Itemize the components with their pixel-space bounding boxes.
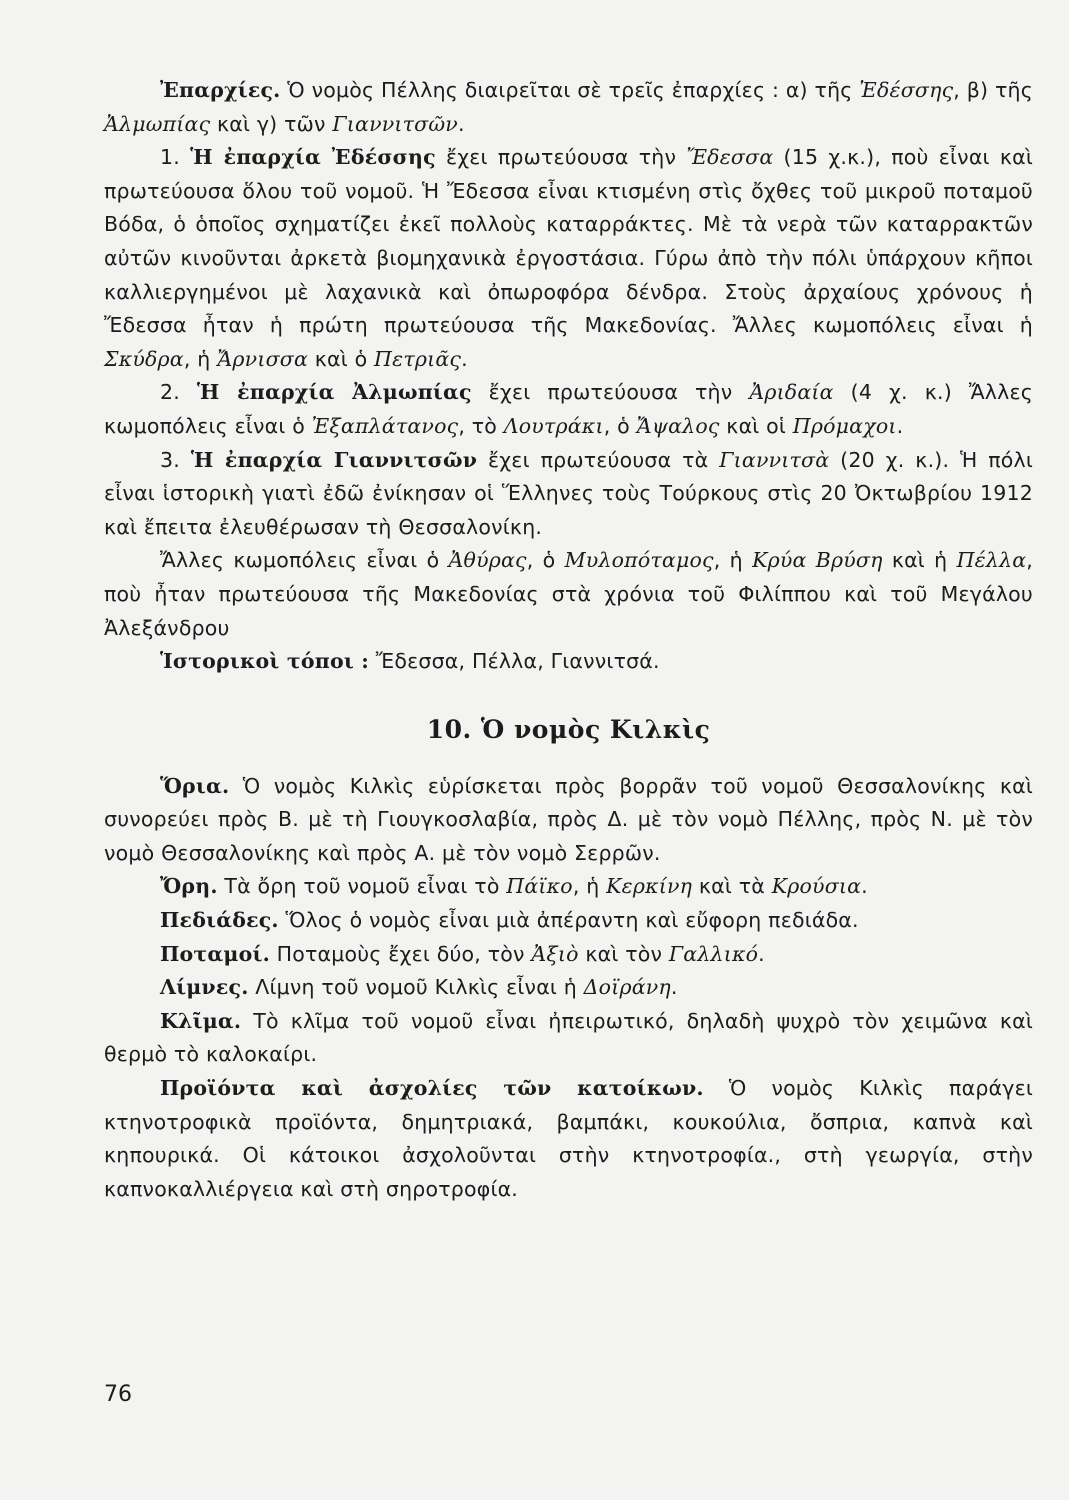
text: καὶ οἱ [719,413,793,438]
text: ἔχει πρωτεύουσα τὴν [471,380,750,405]
paragraph-borders [104,770,1033,871]
item-number: 2. [160,380,197,405]
text: , ἡ [572,874,607,899]
heading-provinces: Ἐπαρχίες. [160,78,281,102]
text: . [461,346,468,371]
heading-mountains: Ὄρη. [160,874,218,899]
text: . [670,975,678,1000]
text: καὶ τὰ [692,874,772,899]
text: . [861,874,868,899]
text: (20 χ. κ.). Ἡ πόλι εἶναι ἱστορικὴ γιατὶ ἐδῶ ἐνίκησαν οἱ Ἕλληνες τοὺς Τούρκους στὶς 20 Ὀκτωβρίου 1912 καὶ ἔπειτα ἐλευθέρωσαν τὴ Θεσσαλονίκη. [104,447,1033,539]
text: καὶ γ) τῶν [210,111,333,136]
text: , ποὺ ἦταν πρωτεύουσα τῆς Μακεδονίας στὰ χρόνια τοῦ Φιλίππου καὶ τοῦ Μεγάλου Ἀλεξάνδρου [104,548,1033,640]
place-name: Δοϊράνη [583,975,671,1000]
place-name: Πετριᾶς [374,346,462,371]
paragraph-plains [104,904,1033,938]
paragraph-rivers [104,938,1033,972]
text: . [758,941,765,966]
place-name: Γιαννιτσῶν [332,111,458,136]
paragraph-almopia [104,376,1033,443]
heading-giannitsa: Ἡ ἐπαρχία Γιαννιτσῶν [190,447,478,472]
heading-plains: Πεδιάδες. [160,908,279,933]
place-name: Ἀθύρας [448,548,527,573]
place-name: Πέλλα [956,548,1027,573]
text: Λίμνη τοῦ νομοῦ Κιλκὶς εἶναι ἡ [248,975,584,1000]
paragraph-historic-places [104,645,1033,679]
place-name: Κρούσια [771,874,862,899]
place-name: Πάϊκο [506,874,573,899]
text: . [896,413,904,438]
paragraph-lakes [104,971,1033,1005]
text: Τὸ κλῖμα τοῦ νομοῦ εἶναι ἠπειρωτικό, δηλαδὴ ψυχρὸ τὸν χειμῶνα καὶ θερμὸ τὸ καλοκαίρι. [104,1008,1033,1067]
heading-products: Προϊόντα καὶ ἀσχολίες τῶν κατοίκων. [160,1076,704,1101]
place-name: Κρύα Βρύση [752,548,883,573]
text: Ὅλος ὁ νομὸς εἶναι μιὰ ἀπέραντη καὶ εὔφορη πεδιάδα. [278,908,859,933]
place-name: Ἔδεσσα [686,145,774,170]
text: , τὸ [458,413,504,438]
section-title: 10. Ὁ νομὸς Κιλκὶς [426,714,711,744]
place-name: Ἐξαπλάτανος [311,413,459,438]
text: . [457,111,465,136]
text: Ὁ νομὸς Κιλκὶς παράγει κτηνοτροφικὰ προϊόντα, δημητριακά, βαμπάκι, κουκούλια, ὄσπρια, καπνὰ καὶ κηπουρικά. Οἱ κάτοικοι ἀσχολοῦνται στὴν κτηνοτροφία., στὴ γεωργία, στὴν καπνοκαλλιέργεια καὶ στὴ σηροτροφία. [104,1076,1033,1201]
text: (15 χ.κ.), ποὺ εἶναι καὶ πρωτεύουσα ὅλου τοῦ νομοῦ. Ἡ Ἔδεσσα εἶναι κτισμένη στὶς ὄχθες τοῦ μικροῦ ποταμοῦ Βόδα, ὁ ὁποῖος σχηματίζει ἐκεῖ πολλοὺς καταρράκτες. Μὲ τὰ νερὰ τῶν καταρρακτῶν αὐτῶν κινοῦνται ἀρκετὰ βιομηχανικὰ ἐργοστάσια. Γύρω ἀπὸ τὴν πόλι ὑπάρχουν κῆποι καλλιεργημένοι μὲ λαχανικὰ καὶ ὀπωροφόρα δένδρα. Στοὺς ἀρχαίους χρόνους ἡ Ἔδεσσα ἦταν ἡ πρώτη πρωτεύουσα τῆς Μακεδονίας. Ἄλλες κωμοπόλεις εἶναι ἡ [104,145,1033,338]
text: Ἄλλες κωμοπόλεις εἶναι ὁ [160,548,449,573]
paragraph-edessa [104,141,1033,376]
heading-lakes: Λίμνες. [160,975,249,1000]
text: Ὁ νομὸς Πέλλης διαιρεῖται σὲ τρεῖς ἐπαρχίες : α) τῆς [280,78,860,102]
page-number: 76 [104,1382,132,1407]
place-name: Ἐδέσσης [859,78,954,102]
text: , ἡ [713,548,753,573]
item-number: 3. [160,447,191,472]
text: Τὰ ὄρη τοῦ νομοῦ εἶναι τὸ [217,874,507,899]
text: Ὁ νομὸς Κιλκὶς εὑρίσκεται πρὸς βορρᾶν τοῦ νομοῦ Θεσσαλονίκης καὶ συνορεύει πρὸς Β. μὲ τὴ Γιουγκοσλαβία, πρὸς Δ. μὲ τὸν νομὸ Πέλλης, πρὸς Ν. μὲ τὸν νομὸ Θεσσαλονίκης καὶ πρὸς Α. μὲ τὸν νομὸ Σερρῶν. [104,773,1033,865]
paragraph-products [104,1072,1033,1206]
paragraph-climate [104,1005,1033,1072]
heading-climate: Κλῖμα. [160,1008,242,1033]
paragraph-giannitsa [104,444,1033,545]
place-name: Ἄψαλος [636,413,720,438]
text: ἔχει πρωτεύουσα τὴν [435,145,687,170]
paragraph-provinces [104,74,1033,141]
place-name: Σκύδρα [104,346,184,371]
text: καὶ ἡ [882,548,957,573]
place-name: Λουτράκι [503,413,604,438]
place-name: Ἀλμωπίας [104,111,211,136]
heading-almopia: Ἡ ἐπαρχία Ἀλμωπίας [196,380,472,405]
place-name: Ἀξιὸ [531,941,579,966]
text: , β) τῆς [953,78,1033,102]
text: ἔχει πρωτεύουσα τὰ [477,447,720,472]
place-name: Πρόμαχοι [792,413,897,438]
text: (4 χ. κ.) Ἄλλες κωμοπόλεις εἶναι ὁ [104,380,1033,438]
text: , ὁ [526,548,565,573]
paragraph-other-towns [104,544,1033,645]
place-name: Γιαννιτσὰ [719,447,830,472]
text: , ἡ [183,346,218,371]
place-name: Ἀριδαία [749,380,834,405]
text: καὶ ὁ [308,346,375,371]
text: , ὁ [603,413,637,438]
place-name: Μυλοπόταμος [564,548,714,573]
place-name: Ἄρνισσα [217,346,309,371]
place-name: Κερκίνη [606,874,693,899]
heading-edessa: Ἡ ἐπαρχία Ἐδέσσης [190,145,436,170]
item-number: 1. [160,145,191,170]
heading-rivers: Ποταμοί. [160,941,270,966]
text: καὶ τὸν [578,941,669,966]
text: Ποταμοὺς ἔχει δύο, τὸν [269,941,532,966]
heading-borders: Ὅρια. [160,773,230,798]
heading-historic-places: Ἱστορικοὶ τόποι : [160,649,370,674]
paragraph-mountains [104,870,1033,904]
place-name: Γαλλικό [668,941,759,966]
text: Ἔδεσσα, Πέλλα, Γιαννιτσά. [369,649,660,674]
